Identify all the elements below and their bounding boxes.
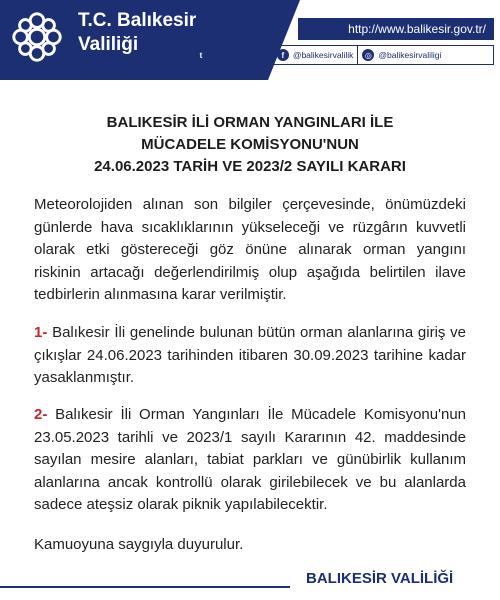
item-number: 2-: [34, 406, 48, 423]
website-url-text: http://www.balikesir.gov.tr/: [348, 22, 486, 36]
social-item-instagram[interactable]: [357, 46, 445, 64]
footer-signature: BALIKESİR VALİLİĞİ: [306, 570, 454, 587]
org-name-line1: T.C. Balıkesir: [78, 10, 197, 31]
item-text: Balıkesir İli Orman Yangınları İle Mücadele Komisyonu'nun 23.05.2023 tarihli ve 2023/1 sayılı Kararının 42. maddesinde sayılan mesire alanları, tabiat parkları ve günübirlik kullanım alanlarına ancak kontrollü olarak girilebilecek ve bu alanlarda sadece ateşsiz olarak piknik yapılabilecektir.: [34, 406, 467, 513]
header-background: [0, 0, 500, 80]
decision-item-2: [34, 404, 466, 517]
facebook-handle: @balikesirvalilik: [292, 50, 354, 60]
title-line-2: MÜCADELE KOMİSYONU'NUN: [141, 136, 359, 153]
item-text: Balıkesir İli genelinde bulunan bütün orman alanlarına giriş ve çıkışlar 24.06.2023 tarihinden itibaren 30.09.2023 tarihine kadar yasaklanmıştır.: [34, 324, 466, 386]
instagram-handle: @balikesirvaliligi: [378, 50, 442, 60]
intro-paragraph: Meteorolojiden alınan son bilgiler çerçevesinde, önümüzdeki günlerde hava sıcaklıklarının yükseleceği ve rüzgârın kuvvetli olarak etki göstereceği göz önüne alınarak orman yangını riskinin artacağı değerlendirilmiş olup aşağıda belirtilen ilave tedbirlerin alınmasına karar verilmiştir.: [34, 196, 466, 303]
social-item-twitter[interactable]: [191, 46, 272, 64]
header: [0, 0, 500, 80]
facebook-icon: f: [277, 49, 289, 61]
item-number: 1-: [34, 324, 48, 341]
footer-rule: [0, 586, 290, 588]
balikesir-logo-icon: [8, 8, 66, 66]
website-url[interactable]: [298, 18, 494, 40]
closing-statement: Kamuoyuna saygıyla duyurulur.: [34, 536, 244, 553]
title-line-3: 24.06.2023 TARİH VE 2023/2 SAYILI KARARI: [94, 158, 406, 175]
twitter-handle: @TC_Balikesir: [211, 50, 268, 60]
decision-item-1: [34, 322, 466, 390]
org-name-line2: Valiliği: [78, 34, 139, 55]
twitter-icon: t: [195, 49, 207, 61]
instagram-icon: ◎: [362, 49, 374, 61]
social-item-facebook[interactable]: [272, 46, 358, 64]
social-bar: [190, 45, 494, 65]
title-line-1: BALIKESİR İLİ ORMAN YANGINLARI İLE: [106, 114, 394, 131]
document-title: [0, 112, 500, 178]
